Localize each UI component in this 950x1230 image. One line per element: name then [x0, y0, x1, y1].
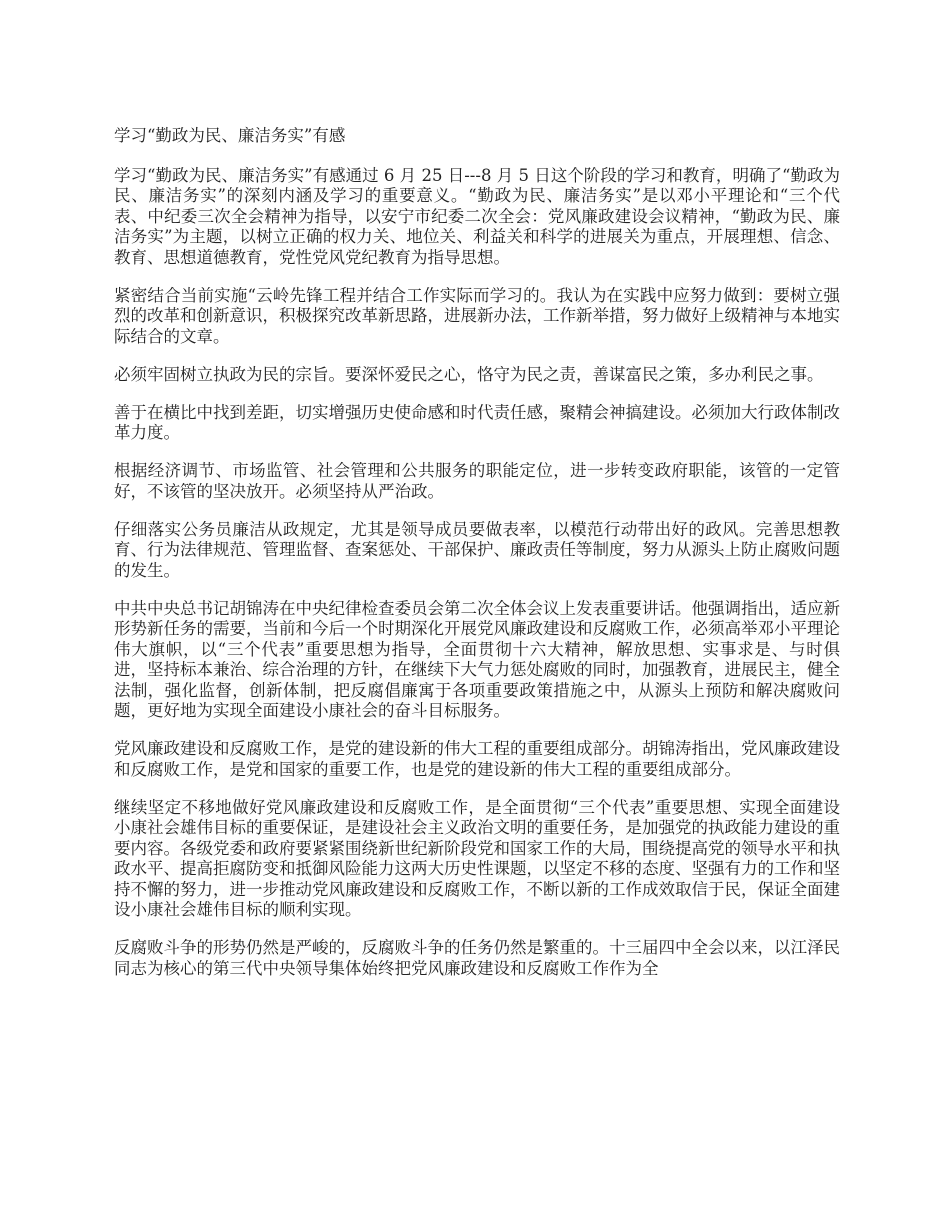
document-page: [114, 126, 840, 997]
paragraph-2: 紧密结合当前实施“云岭先锋工程并结合工作实际而学习的。我认为在实践中应努力做到：要树立强烈的改革和创新意识，积极探究改革新思路，进展新办法，工作新举措，努力做好上级精神与本地实际结合的文章。: [114, 285, 840, 346]
paragraph-9: 继续坚定不移地做好党风廉政建设和反腐败工作，是全面贯彻“三个代表”重要思想、实现全面建设小康社会雄伟目标的重要保证，是建设社会主义政治文明的重要任务，是加强党的执政能力建设的重要内容。各级党委和政府要紧紧围绕新世纪新阶段党和国家工作的大局，围绕提高党的领导水平和执政水平、提高拒腐防变和抵御风险能力这两大历史性课题，以坚定不移的态度、坚强有力的工作和坚持不懈的努力，进一步推动党风廉政建设和反腐败工作，不断以新的工作成效取信于民，保证全面建设小康社会雄伟目标的顺利实现。: [114, 797, 840, 919]
paragraph-10: 反腐败斗争的形势仍然是严峻的，反腐败斗争的任务仍然是繁重的。十三届四中全会以来，以江泽民同志为核心的第三代中央领导集体始终把党风廉政建设和反腐败工作作为全: [114, 938, 840, 978]
paragraph-5: 根据经济调节、市场监管、社会管理和公共服务的职能定位，进一步转变政府职能，该管的一定管好，不该管的坚决放开。必须坚持从严治政。: [114, 461, 840, 501]
paragraph-4: 善于在横比中找到差距，切实增强历史使命感和时代责任感，聚精会神搞建设。必须加大行政体制改革力度。: [114, 402, 840, 442]
paragraph-8: 党风廉政建设和反腐败工作，是党的建设新的伟大工程的重要组成部分。胡锦涛指出，党风廉政建设和反腐败工作，是党和国家的重要工作，也是党的建设新的伟大工程的重要组成部分。: [114, 739, 840, 779]
paragraph-1: 学习“勤政为民、廉洁务实”有感通过 6 月 25 日---8 月 5 日这个阶段的学习和教育，明确了“勤政为民、廉洁务实”的深刻内涵及学习的重要意义。“勤政为民、廉洁务实”是以邓小平理论和“三个代表、中纪委三次全会精神为指导，以安宁市纪委二次全会：党风廉政建设会议精神，“勤政为民、廉洁务实”为主题，以树立正确的权力关、地位关、利益关和科学的进展关为重点，开展理想、信念、教育、思想道德教育，党性党风党纪教育为指导思想。: [114, 165, 840, 267]
paragraph-7: 中共中央总书记胡锦涛在中央纪律检查委员会第二次全体会议上发表重要讲话。他强调指出，适应新形势新任务的需要，当前和今后一个时期深化开展党风廉政建设和反腐败工作，必须高举邓小平理论伟大旗帜，以“三个代表”重要思想为指导，全面贯彻十六大精神，解放思想、实事求是、与时俱进，坚持标本兼治、综合治理的方针，在继续下大气力惩处腐败的同时，加强教育，进展民主，健全法制，强化监督，创新体制，把反腐倡廉寓于各项重要政策措施之中，从源头上预防和解决腐败问题，更好地为实现全面建设小康社会的奋斗目标服务。: [114, 598, 840, 720]
paragraph-3: 必须牢固树立执政为民的宗旨。要深怀爱民之心，恪守为民之责，善谋富民之策，多办利民之事。: [114, 364, 824, 384]
paragraph-6: 仔细落实公务员廉洁从政规定，尤其是领导成员要做表率，以模范行动带出好的政风。完善思想教育、行为法律规范、管理监督、查案惩处、干部保护、廉政责任等制度，努力从源头上防止腐败问题的发生。: [114, 519, 840, 580]
document-title: 学习“勤政为民、廉洁务实”有感: [114, 126, 346, 145]
